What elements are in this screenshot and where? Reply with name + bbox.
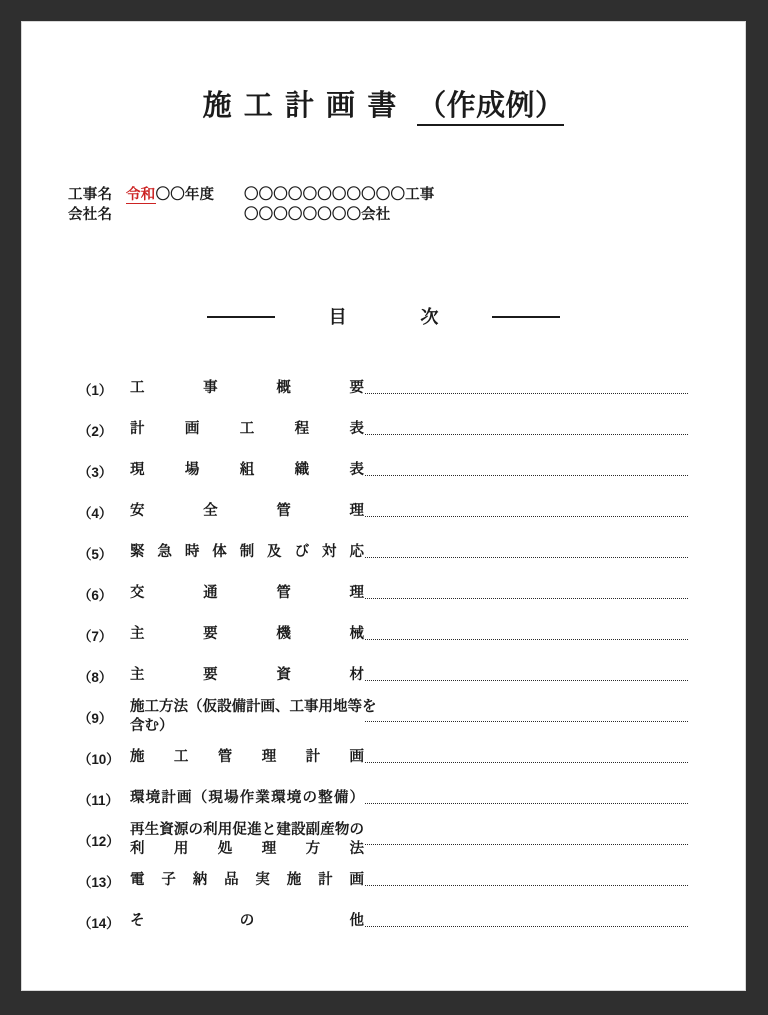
toc-item-number: （5） (78, 546, 113, 562)
toc-leader-dots (365, 639, 688, 640)
company-name-label: 会社名 (68, 207, 113, 223)
toc-item-label-line: 計画工程表 (130, 421, 364, 437)
page-title-main: 施工計画書 (202, 90, 409, 122)
toc-leader-dots (365, 434, 688, 435)
toc-item-number: （14） (78, 915, 120, 931)
toc-list (78, 368, 688, 942)
toc-leader-dots (365, 844, 688, 845)
toc-item-number: （12） (78, 833, 120, 849)
toc-item[interactable] (78, 368, 688, 409)
toc-heading-label: 目 次 (328, 307, 467, 327)
toc-item-number: （6） (78, 587, 113, 603)
toc-leader-dots (365, 721, 688, 722)
toc-item[interactable] (78, 696, 688, 737)
toc-item[interactable] (78, 532, 688, 573)
header-fields (68, 185, 434, 225)
toc-item[interactable] (78, 491, 688, 532)
toc-item-number: （7） (78, 628, 113, 644)
toc-item-number: （8） (78, 669, 113, 685)
toc-leader-dots (365, 516, 688, 517)
toc-leader-dots (365, 762, 688, 763)
toc-heading-rule-right (492, 316, 560, 318)
toc-item-label-line: 緊急時体制及び対応 (130, 544, 364, 560)
toc-item[interactable] (78, 860, 688, 901)
toc-item-label-line: 環境計画（現場作業環境の整備） (130, 790, 364, 806)
toc-item-label (130, 666, 364, 685)
toc-item-number: （10） (78, 751, 120, 767)
toc-item-label (130, 748, 364, 767)
toc-item[interactable] (78, 737, 688, 778)
toc-item-number: （1） (78, 382, 113, 398)
toc-heading (22, 303, 745, 329)
project-name-row (68, 185, 434, 205)
company-name-value: 〇〇〇〇〇〇〇〇会社 (244, 207, 391, 223)
toc-item-label (130, 502, 364, 521)
toc-leader-dots (365, 926, 688, 927)
toc-item-label (130, 543, 364, 562)
toc-item-label-line: 主要資材 (130, 667, 364, 683)
toc-item[interactable] (78, 573, 688, 614)
toc-leader-dots (365, 598, 688, 599)
toc-item-label-line: その他 (130, 913, 364, 929)
toc-item-number: （4） (78, 505, 113, 521)
toc-item-label (130, 698, 377, 736)
toc-item-label-line: 再生資源の利用促進と建設副産物の (130, 821, 364, 838)
toc-leader-dots (365, 680, 688, 681)
toc-item-label-line: 電子納品実施計画 (130, 872, 364, 888)
toc-leader-dots (365, 557, 688, 558)
toc-leader-dots (365, 885, 688, 886)
toc-item-label-line: 工事概要 (130, 380, 364, 396)
toc-item-number: （3） (78, 464, 113, 480)
toc-item-label (130, 789, 364, 808)
toc-item-label (130, 461, 364, 480)
toc-item[interactable] (78, 409, 688, 450)
toc-item-label (130, 912, 364, 931)
toc-item-label-line: 施工管理計画 (130, 749, 364, 765)
toc-item-number: （2） (78, 423, 113, 439)
toc-item-label-line: 主要機械 (130, 626, 364, 642)
toc-item[interactable] (78, 778, 688, 819)
toc-item-number: （13） (78, 874, 120, 890)
toc-item-label (130, 379, 364, 398)
company-name-row (68, 205, 434, 225)
toc-item-label-line: 安全管理 (130, 503, 364, 519)
toc-item[interactable] (78, 901, 688, 942)
toc-item-label (130, 584, 364, 603)
document-page (22, 22, 745, 990)
toc-item-number: （9） (78, 710, 113, 726)
toc-item[interactable] (78, 655, 688, 696)
toc-item-label-line: 含む） (130, 717, 174, 734)
toc-item-label-line: 現場組織表 (130, 462, 364, 478)
toc-item-label (130, 420, 364, 439)
page-title-note: （作成例） (417, 90, 564, 126)
toc-leader-dots (365, 393, 688, 394)
page-title (22, 88, 745, 124)
toc-item-label (130, 821, 364, 859)
toc-leader-dots (365, 803, 688, 804)
fiscal-year-text: 〇〇年度 (155, 187, 215, 203)
toc-item[interactable] (78, 450, 688, 491)
toc-heading-rule-left (207, 316, 275, 318)
project-name-label: 工事名 (68, 187, 113, 203)
toc-item-label-line: 施工方法（仮設備計画、工事用地等を (130, 698, 377, 715)
project-name-value: 〇〇〇〇〇〇〇〇〇〇〇工事 (244, 187, 435, 203)
toc-item[interactable] (78, 819, 688, 860)
fiscal-year-value (126, 185, 244, 205)
toc-item[interactable] (78, 614, 688, 655)
toc-item-label (130, 871, 364, 890)
toc-leader-dots (365, 475, 688, 476)
toc-item-label-line: 交通管理 (130, 585, 364, 601)
toc-item-label-line: 利用処理方法 (130, 840, 364, 857)
toc-item-number: （11） (78, 792, 119, 808)
toc-item-label (130, 625, 364, 644)
era-label: 令和 (126, 187, 156, 203)
